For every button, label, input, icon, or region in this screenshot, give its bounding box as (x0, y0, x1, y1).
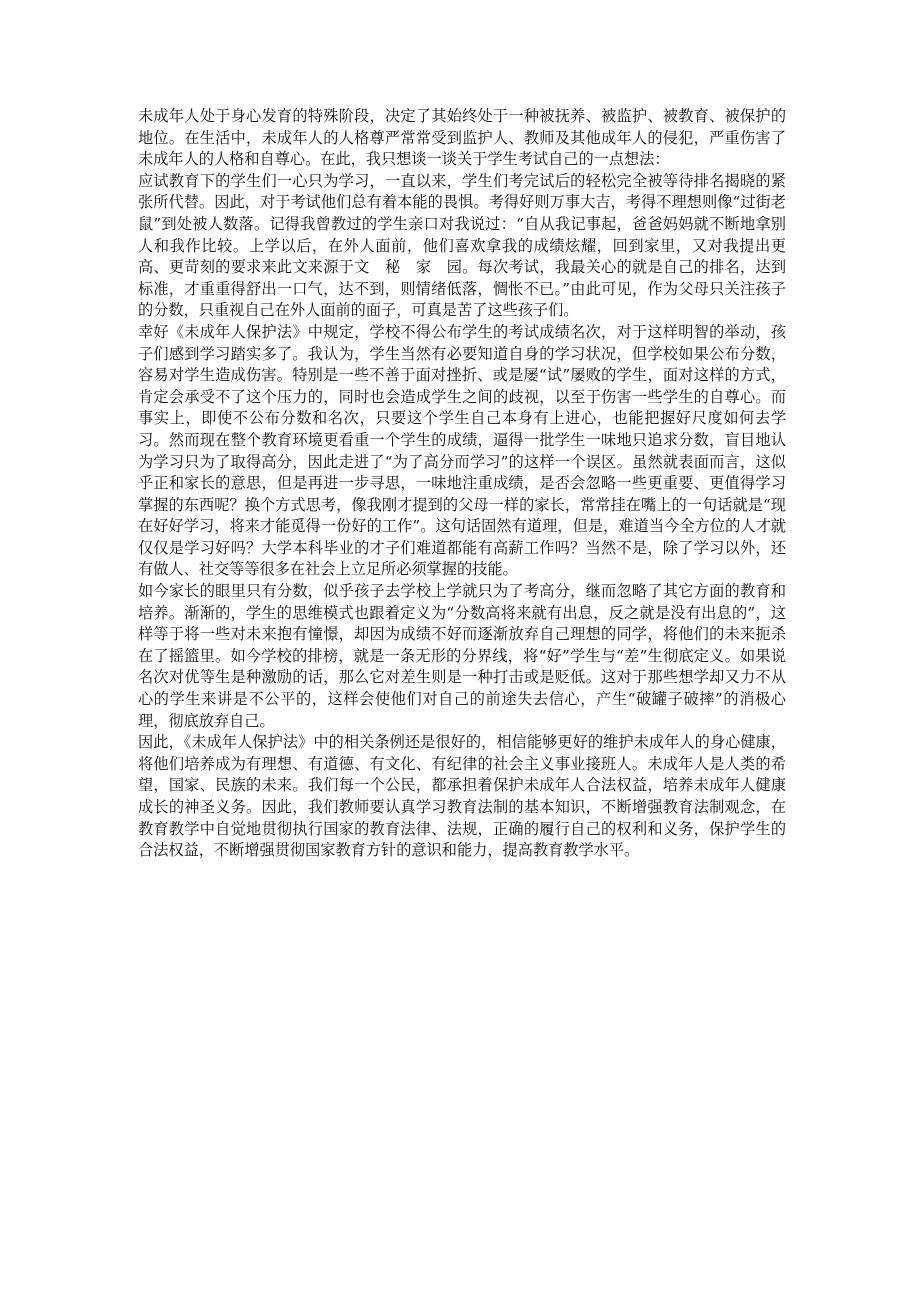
paragraph-5: 因此，《未成年人保护法》中的相关条例还是很好的，相信能够更好的维护未成年人的身心健康，将他们培养成为有理想、有道德、有文化、有纪律的社会主义事业接班人。未成年人是人类的希望，国家、民族的未来。我们每一个公民，都承担着保护未成年人合法权益，培养未成年人健康成长的神圣义务。因此，我们教师要认真学习教育法制的基本知识，不断增强教育法制观念，在教育教学中自觉地贯彻执行国家的教育法律、法规，正确的履行自己的权利和义务，保护学生的合法权益，不断增强贯彻国家教育方针的意识和能力，提高教育教学水平。 (138, 733, 786, 860)
paragraph-4: 如今家长的眼里只有分数，似乎孩子去学校上学就只为了考高分，继而忽略了其它方面的教育和培养。渐渐的，学生的思维模式也跟着定义为“分数高将来就有出息，反之就是没有出息的”，这样等于将一些对未来抱有憧憬，却因为成绩不好而逐渐放弃自己理想的同学，将他们的未来扼杀在了摇篮里。如今学校的排榜，就是一条无形的分界线，将“好”学生与“差”生彻底定义。如果说名次对优等生是种激励的话，那么它对差生则是一种打击或是贬低。这对于那些想学却又力不从心的学生来讲是不公平的，这样会使他们对自己的前途失去信心，产生“破罐子破摔”的消极心理，彻底放弃自己。 (138, 582, 786, 730)
paragraph-2: 应试教育下的学生们一心只为学习，一直以来，学生们考完试后的轻松完全被等待排名揭晓的紧张所代替。因此，对于考试他们总有着本能的畏惧。考得好则万事大吉，考得不理想则像“过街老鼠”到处被人数落。记得我曾教过的学生亲口对我说过：“自从我记事起，爸爸妈妈就不断地拿别人和我作比较。上学以后，在外人面前，他们喜欢拿我的成绩炫耀，回到家里，又对我提出更高、更苛刻的要求来此文来源于文 秘 家 园。每次考试，我最关心的就是自己的排名，达到标准，才重重得舒出一口气，达不到，则情绪低落，惆怅不已。”由此可见，作为父母只关注孩子的分数，只重视自己在外人面前的面子，可真是苦了这些孩子们。 (138, 171, 786, 320)
paragraph-3: 幸好《未成年人保护法》中规定，学校不得公布学生的考试成绩名次，对于这样明智的举动，孩子们感到学习踏实多了。我认为，学生当然有必要知道自身的学习状况，但学校如果公布分数，容易对学生造成伤害。特别是一些不善于面对挫折、或是屡“试”屡败的学生，面对这样的方式，肯定会承受不了这个压力的，同时也会造成学生之间的歧视，以至于伤害一些学生的自尊心。而事实上，即使不公布分数和名次，只要这个学生自己本身有上进心，也能把握好尺度如何去学习。然而现在整个教育环境更看重一个学生的成绩，逼得一批学生一味地只追求分数，盲目地认为学习只为了取得高分，因此走进了“为了高分而学习”的这样一个误区。虽然就表面而言，这似乎正和家长的意思，但是再进一步寻思，一味地注重成绩，是否会忽略一些更重要、更值得学习掌握的东西呢？换个方式思考，像我刚才提到的父母一样的家长，常常挂在嘴上的一句话就是“现在好好学习，将来才能觅得一份好的工作”。这句话固然有道理，但是，难道当今全方位的人才就仅仅是学习好吗？大学本科毕业的才子们难道都能有高薪工作吗？当然不是，除了学习以外，还有做人、社交等等很多在社会上立足所必须掌握的技能。 (138, 322, 786, 579)
document-body (138, 106, 786, 862)
paragraph-1: 未成年人处于身心发育的特殊阶段，决定了其始终处于一种被抚养、被监护、被教育、被保护的地位。在生活中，未成年人的人格尊严常常受到监护人、教师及其他成年人的侵犯，严重伤害了未成年人的人格和自尊心。在此，我只想谈一谈关于学生考试自己的一点想法： (138, 107, 786, 169)
